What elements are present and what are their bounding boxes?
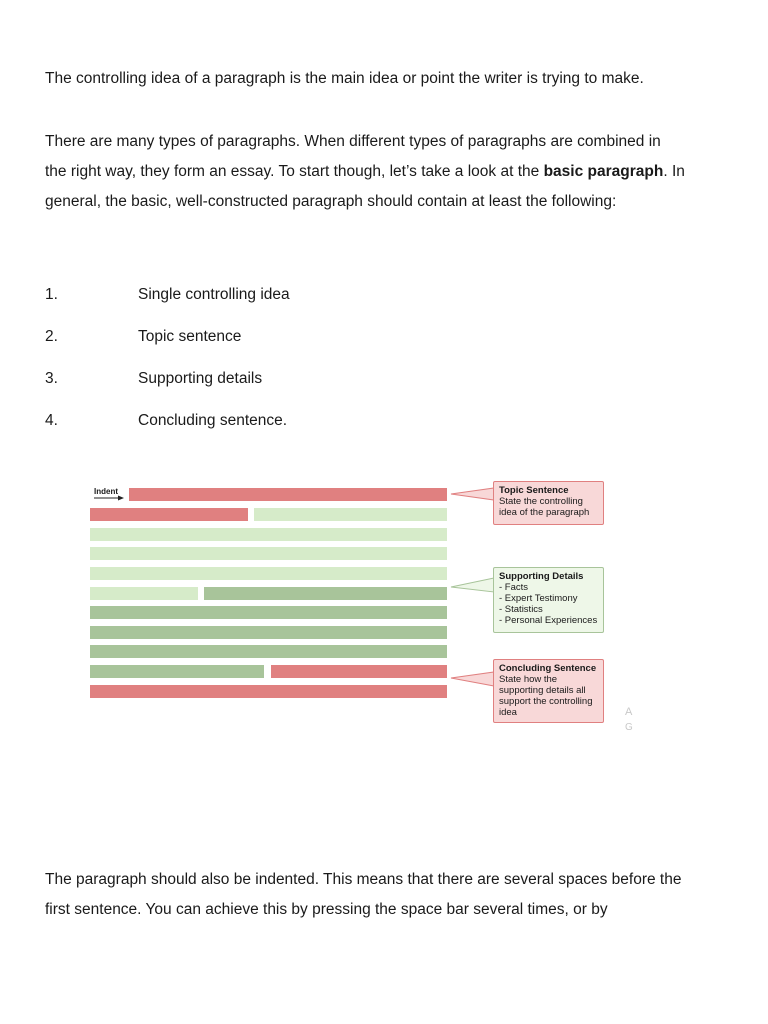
types-text-1: There are many types of paragraphs. When different types of paragraphs are combined in the right way, they form an essay. To start though, let’s take a look at the [45, 133, 661, 180]
supporting-pointer [451, 578, 494, 592]
concluding-pointer [451, 672, 494, 686]
topic-pointer [451, 488, 494, 500]
faded-caption: A [625, 706, 633, 718]
callout-line: - Expert Testimony [499, 593, 578, 604]
callout-line: support the controlling [499, 696, 593, 707]
concluding-bar [271, 665, 447, 678]
intro-paragraph: The controlling idea of a paragraph is the main idea or point the writer is trying to make. [45, 70, 644, 87]
list-number: 3. [45, 370, 58, 387]
callout-line: supporting details all [499, 685, 586, 696]
closing-paragraph: The paragraph should also be indented. This means that there are several spaces before the first sentence. You can achieve this by pressing the space bar several times, or by [45, 871, 682, 918]
support-bar [90, 547, 447, 560]
supporting-callout [493, 567, 604, 633]
callout-line: - Personal Experiences [499, 615, 598, 626]
topic-bar [90, 508, 248, 521]
topic-bar [129, 488, 447, 501]
faded-caption: G [625, 722, 633, 733]
support-bar [90, 606, 447, 619]
callout-title: Supporting Details [499, 571, 584, 582]
list-item: Topic sentence [138, 328, 242, 345]
list-number: 4. [45, 412, 58, 429]
support-bar [254, 508, 447, 521]
callout-line: idea of the paragraph [499, 507, 590, 518]
callout-line: State how the [499, 674, 558, 685]
support-bar [90, 567, 447, 580]
list-item: Supporting details [138, 370, 263, 387]
types-text-2: . In general, the basic, well-constructed paragraph should contain at least the following: [45, 163, 685, 210]
indent-arrow-head [118, 496, 124, 501]
callout-line: - Facts [499, 582, 529, 593]
support-bar [90, 645, 447, 658]
callout-line: idea [499, 707, 517, 718]
concluding-bar [90, 685, 447, 698]
basic-paragraph-term: basic paragraph [543, 163, 664, 180]
support-bar [90, 665, 264, 678]
topic-callout [493, 481, 604, 525]
callout-title: Concluding Sentence [499, 663, 597, 674]
list-number: 2. [45, 328, 58, 345]
support-bar [90, 528, 447, 541]
list-item: Concluding sentence. [138, 412, 288, 429]
support-bar [90, 587, 198, 600]
callout-line: State the controlling [499, 496, 583, 507]
list-item: Single controlling idea [138, 286, 290, 303]
callout-line: - Statistics [499, 604, 543, 615]
indent-label: Indent [94, 487, 118, 496]
list-number: 1. [45, 286, 58, 303]
callout-title: Topic Sentence [499, 485, 569, 496]
support-bar [204, 587, 447, 600]
concluding-callout [493, 659, 604, 723]
support-bar [90, 626, 447, 639]
